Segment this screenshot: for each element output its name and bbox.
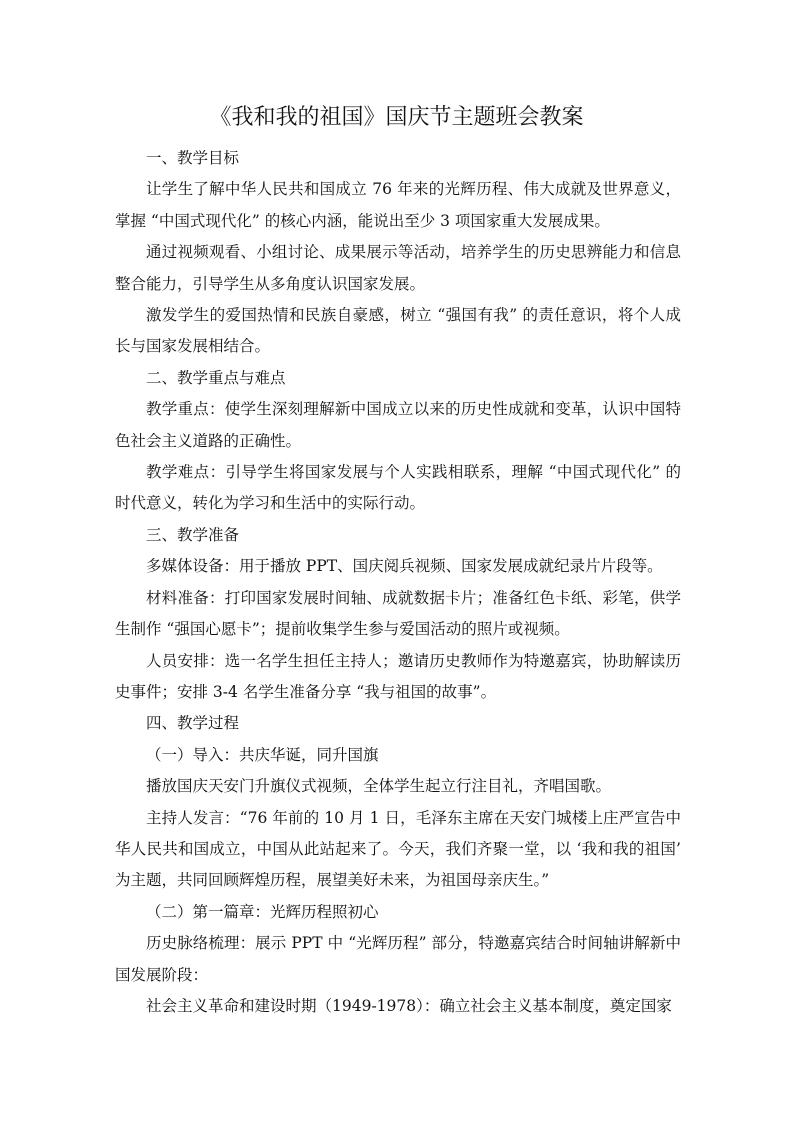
paragraph: 播放国庆天安门升旗仪式视频，全体学生起立行注目礼，齐唱国歌。: [146, 777, 612, 796]
paragraph: 社会主义革命和建设时期（1949-1978）：确立社会主义基本制度，奠定国家: [146, 996, 672, 1015]
paragraph: 教学难点：引导学生将国家发展与个人实践相联系，理解 “中国式现代化” 的时代意义，转化为学习和生活中的实际行动。: [115, 463, 681, 513]
paragraph: 多媒体设备：用于播放 PPT、国庆阅兵视频、国家发展成就纪录片片段等。: [146, 557, 663, 576]
section-heading-key-points: 二、教学重点与难点: [146, 368, 286, 387]
paragraph: 让学生了解中华人民共和国成立 76 年来的光辉历程、伟大成就及世界意义，掌握 “中国式现代化” 的核心内涵，能说出至少 3 项国家重大发展成果。: [115, 180, 681, 230]
paragraph: 通过视频观看、小组讨论、成果展示等活动，培养学生的历史思辨能力和信息整合能力，引导学生从多角度认识国家发展。: [115, 243, 681, 293]
section-heading-goals: 一、教学目标: [146, 149, 240, 167]
paragraph: 历史脉络梳理：展示 PPT 中 “光辉历程” 部分，特邀嘉宾结合时间轴讲解新中国发展阶段：: [115, 934, 681, 984]
document-title: 《我和我的祖国》国庆节主题班会教案: [209, 105, 584, 130]
paragraph: 主持人发言：“76 年前的 10 月 1 日，毛泽东主席在天安门城楼上庄严宣告中华人民共和国成立，中国从此站起来了。今天，我们齐聚一堂，以 ‘我和我的祖国’ 为主题，共同回顾辉煌历程，展望美好未来，为祖国母亲庆生。”: [115, 808, 681, 890]
subsection-heading: （二）第一篇章：光辉历程照初心: [146, 902, 379, 921]
paragraph: 激发学生的爱国热情和民族自豪感，树立 “强国有我” 的责任意识，将个人成长与国家发展相结合。: [115, 306, 681, 356]
paragraph: 教学重点：使学生深刻理解新中国成立以来的历史性成就和变革，认识中国特色社会主义道路的正确性。: [115, 400, 681, 450]
document-body: [115, 143, 681, 1022]
section-heading-process: 四、教学过程: [146, 714, 240, 733]
paragraph: 人员安排：选一名学生担任主持人；邀请历史教师作为特邀嘉宾，协助解读历史事件；安排 3-4 名学生准备分享 “我与祖国的故事”。: [115, 651, 681, 701]
paragraph: 材料准备：打印国家发展时间轴、成就数据卡片；准备红色卡纸、彩笔，供学生制作 “强国心愿卡”；提前收集学生参与爱国活动的照片或视频。: [115, 588, 681, 639]
section-heading-preparation: 三、教学准备: [146, 525, 240, 544]
subsection-heading: （一）导入：共庆华诞，同升国旗: [146, 745, 379, 764]
